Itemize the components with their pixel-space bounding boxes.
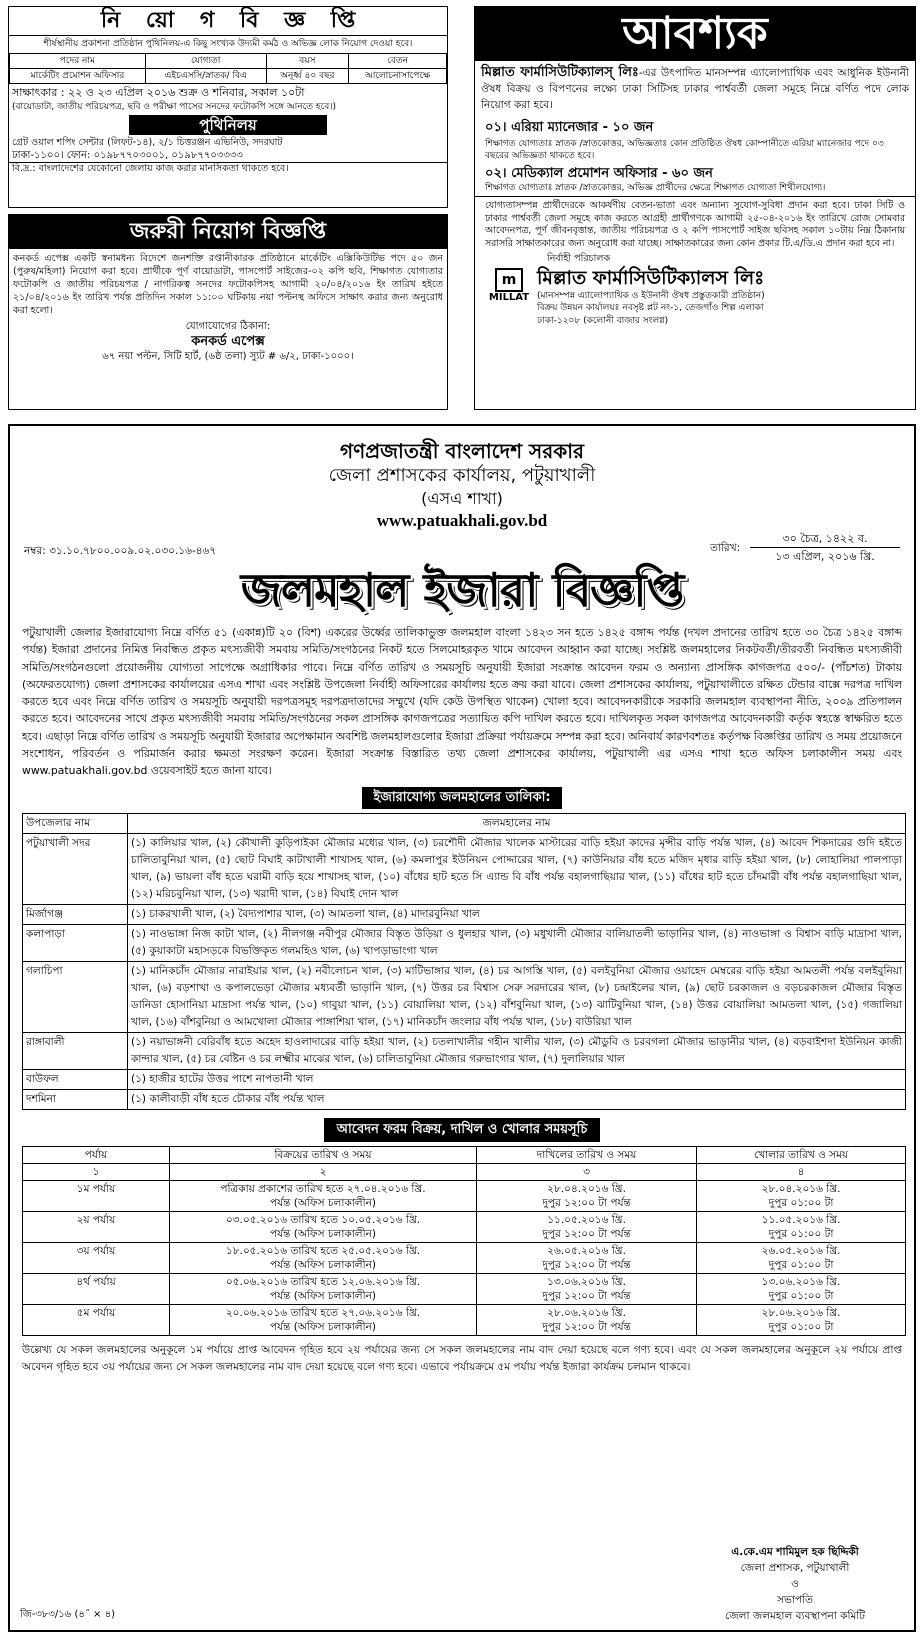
- submit-time: দুপুর ১২:০০ টা পর্যন্ত: [542, 1320, 631, 1333]
- sig-chair: সভাপতি: [777, 1594, 813, 1606]
- millat-logo-icon: m: [495, 268, 523, 292]
- sig-committee: জেলা জলমহাল ব্যবস্থাপনা কমিটি: [724, 1610, 866, 1622]
- sale-line2: পর্যন্ত (অফিস চলাকালীন): [269, 1289, 376, 1302]
- notice-jalmahal: [8, 424, 916, 1632]
- upazila-cell: বাউফল: [23, 1069, 128, 1089]
- sched-th-phase: পর্যায়: [23, 1146, 170, 1163]
- open-time: দুপুর ০১:০০ টা: [768, 1227, 834, 1240]
- notice-date2: ১৩ এপ্রিল, ২০১৬ খ্রি.: [775, 550, 875, 563]
- jalmahal-cell: (১) নয়াভাঙ্গনী বেরিবাঁধ হতে অহেদ হাওলাদারের বাড়ি হইয়া খাল, (২) চতলাখালীর গহীন খালীর খাল, (৩) মৌডুবি ও চরবগলা মৌজার ভাড়ানীর খাল, (৪) বড়বাইশদা ইউনিয়ন কাজী কান্দার খাল, (৫) চর বেষ্টিন ও চর লক্ষ্মীর মাঝের খাল, (৬) চালিতাবুনিয়া মৌজার গরুভাংগার খাল, (৭) দুলালিয়ার খাল: [128, 1032, 906, 1069]
- table-row: [23, 1089, 906, 1109]
- table-row: [23, 1211, 906, 1242]
- open-date: ১৩.০৬.২০১৬ খ্রি.: [761, 1275, 841, 1288]
- ad3-post2: ০২। মেডিক্যাল প্রমোশন অফিসার - ৬০ জন: [485, 166, 713, 181]
- sched-num: ২: [170, 1163, 477, 1180]
- notice-date-label: তারিখ:: [710, 542, 741, 554]
- submit-date: ২৮.০৪.২০১৬ খ্রি.: [547, 1182, 626, 1195]
- schedule-table: [22, 1146, 906, 1336]
- open-time: দুপুর ০১:০০ টা: [768, 1320, 834, 1333]
- ad3-addr1: বিক্রয় উন্নয়ন কার্যালয়ঃ নবসৃষ্ট প্লট নং-১, তেজগাঁও শিল্প এলাকা: [537, 303, 764, 313]
- jalmahal-cell: (১) মানিকচাঁদ মৌজার নারাইয়ার খাল, (২) নবীলোচন খাল, (৩) মাটিভাঙ্গার খাল, (৪) চর আগস্তি খাল, (৫) বলইবুনিয়া মৌজার ওয়াহেদ মেম্বরের বাড়ি হইয়া আমতলী পর্যন্ত বলইবুনিয়া খাল, (৬) বড়শাখা ও কপালভেড়া মৌজার মধ্যবর্তী ভাড়ানি খাল, (৭) উত্তর চর বিশ্বাস সেরু সরদারের খাল, (৮) চন্দ্রাইলের খাল, (৯) ছোট চরকাজল ও বড়চরকাজল মৌজার বিস্তৃত ডানিডা হোসানিয়া মাদ্রাসা পর্যন্ত খাল, (১০) গাবুয়া খাল, (১১) বোয়ালিয়া খাল, (১২) বাঁশবুনিয়া খাল, (১৩) ঝাটিবুনিয়া খাল, (১৪) উত্তর বোয়ালিয়া আমতলা খাল, (১৫) গজালিয়া খাল, (১৬) বাঁশবুনিয়া ও আমখোলা মৌজার পাঙ্গাশিয়া খাল, (১৭) মানিকচাঁদ জংলার বাঁধ পর্যন্ত খাল, (১৮) বাউরিয়া খাল: [128, 961, 906, 1032]
- submit-date: ২৬.০৫.২০১৬ খ্রি.: [547, 1244, 626, 1257]
- list-th-name: জলমহালের নাম: [128, 813, 906, 833]
- ad1-company: পুথিনিলয়: [129, 115, 327, 135]
- ad3-post1: ০১। এরিয়া ম্যানেজার - ১০ জন: [485, 120, 654, 135]
- notice-office: জেলা প্রশাসকের কার্যালয়, পটুয়াখালী: [328, 465, 596, 486]
- table-row: [23, 833, 906, 904]
- submit-time: দুপুর ১২:০০ টা পর্যন্ত: [542, 1227, 631, 1240]
- ad3-signer: নির্বাহী পরিচালক: [547, 253, 611, 264]
- table-row: [23, 1242, 906, 1273]
- sale-cell: [170, 1180, 477, 1211]
- open-date: ২৬.০৫.২০১৬ খ্রি.: [761, 1244, 841, 1257]
- sched-th-submit: দাখিলের তারিখ ও সময়: [477, 1146, 697, 1163]
- jalmahal-table: [22, 813, 906, 1110]
- notice-date1: ৩০ চৈত্র, ১৪২২ ব.: [750, 530, 900, 548]
- sale-line1: ১৮.০৫.২০১৬ তারিখ হতে ২৫.০৫.২০১৬ খ্রি.: [225, 1244, 421, 1257]
- ad-millat: [474, 6, 916, 410]
- open-cell: [697, 1180, 906, 1211]
- sale-line2: পর্যন্ত (অফিস চলাকালীন): [269, 1320, 376, 1333]
- sig-title: জেলা প্রশাসক, পটুয়াখালী: [740, 1562, 850, 1574]
- ad1-intro: শীর্ষস্থানীয় প্রকাশনা প্রতিষ্ঠান পুথিনিলয়-এ কিছু সংখ্যক উদ্যমী কর্মঠ ও অভিজ্ঞ লোক নিয়োগ দেওয়া হবে।: [43, 39, 413, 49]
- table-row: [23, 1032, 906, 1069]
- millat-logo-text: MILLAT: [488, 291, 530, 303]
- sched-num: ১: [23, 1163, 170, 1180]
- ad3-intro-company: মিল্লাত ফার্মাসিউটিক্যালস্ লিঃ: [481, 65, 639, 80]
- sale-line2: পর্যন্ত (অফিস চলাকালীন): [269, 1258, 376, 1271]
- open-time: দুপুর ০১:০০ টা: [768, 1196, 834, 1209]
- sale-cell: [170, 1242, 477, 1273]
- notice-footer: উল্লেখ্য যে সকল জলমহালের অনুকূলে ১ম পর্যায়ে প্রাপ্ত আবেদন গৃহিত হবে ২য় পর্যায়ের জন্য সে সকল জলমহালের নাম বাদ দেয়া হয়েছে বলে গণ্য হবে। এবং যে সকল জলমহালের অনুকূলে ২য় পর্যায়ে প্রাপ্ত অবেদন গৃহিত হবে ৩য় পর্যায়ের জন্য সে সকল জলমহালের নাম বাদ দেয়া হয়েছে বলে গণ্য হবে। এভাবে পর্যায়ক্রমে ৫ম পর্যায় পর্যন্ত ইজারা কার্যক্রম চলমান থাকবে।: [22, 1343, 902, 1373]
- jalmahal-cell: (১) কালীবাড়ী বাঁধ হতে চৌকার বাঁধ পর্যন্ত খাল: [128, 1089, 906, 1109]
- ad1-address2: ঢাকা-১১০০। ফোন: ০১৯৮৭৭০৩০০১, ০১৯৮৭৭০৩৩৩৩: [12, 149, 243, 161]
- submit-time: দুপুর ১২:০০ টা পর্যন্ত: [542, 1196, 631, 1209]
- ad3-intro: -এর উৎপাদিত মানসম্পন্ন এ্যালোপ্যাথিক এবং আধুনিক ইউনানী ঔষধ বিক্রয় ও বিপণনের লক্ষ্যে ঢাকা সিটিসহ ঢাকার পার্শ্ববর্তী জেলা সমূহে নিম্নে বর্ণিত পদে লোক নিয়োগ করা হবে।: [481, 67, 909, 111]
- ad3-title: আবশ্যক: [475, 7, 915, 61]
- ad3-intro-block: [475, 61, 915, 117]
- ad1-td-salary: আলোচনাসাপেক্ষে: [349, 68, 447, 83]
- table-row: [23, 904, 906, 924]
- sched-th-sale: বিক্রয়ের তারিখ ও সময়: [170, 1146, 477, 1163]
- ad-puthiniloy: [8, 6, 448, 208]
- open-time: দুপুর ০১:০০ টা: [768, 1289, 834, 1302]
- ad3-body: যোগ্যতাসম্পন্ন প্রার্থীদেরকে আকর্ষণীয় বেতন-ভাতা এবং অন্যান্য সুযোগ-সুবিধা প্রদান করা হবে। ঢাকা সিটি ও ঢাকার পার্শ্ববর্তী জেলা সমূহে কাজ করতে আগ্রহী প্রার্থীগণকে আগামী ২৫-০৪-২০১৬ ইং তারিখে রোজ সোমবার আবেদনপত্র, পূর্ণ জীবনবৃত্তান্ত, জাতীয় পরিচয়পত্র ও ২ কপি পাসপোর্ট সাইজ ছবিসহ সকাল ১০টায় নিম্ন ঠিকানায় সরাসরি সাক্ষাতকারের জন্য অনুরোধ করা যাচ্ছে। সাক্ষাতকারের জন্য কোন প্রকার টি.এ/ডি.এ প্রদান করা হবে না।: [485, 200, 905, 249]
- open-cell: [697, 1242, 906, 1273]
- upazila-cell: মির্জাগঞ্জ: [23, 904, 128, 924]
- ad2-address: ৬৭ নয়া পল্টন, সিটি হার্ট, (৬ষ্ঠ তলা) স্যুট # ৬/২, ঢাকা-১০০০।: [102, 351, 354, 362]
- notice-branch: (এসএ শাখা): [421, 489, 503, 508]
- submit-cell: [477, 1304, 697, 1335]
- ad2-company: কনকর্ড এপেক্স: [191, 334, 265, 349]
- sched-num: ৩: [477, 1163, 697, 1180]
- open-date: ২৮.০৬.২০১৬ খ্রি.: [761, 1306, 841, 1319]
- submit-time: দুপুর ১২:০০ টা পর্যন্ত: [542, 1258, 631, 1271]
- table-row: [23, 924, 906, 961]
- upazila-cell: রাঙ্গাবালী: [23, 1032, 128, 1069]
- sale-line2: পর্যন্ত (অফিস চলাকালীন): [269, 1227, 376, 1240]
- ad1-docs: (বায়োডাটা, জাতীয় পরিচয়পত্র, ছবি ও পরীক্ষা পাসের সনদের ফটোকপি সঙ্গে আনতে হবে।): [12, 101, 336, 112]
- submit-cell: [477, 1211, 697, 1242]
- upazila-cell: কলাপাড়া: [23, 924, 128, 961]
- ad1-th-salary: বেতন: [349, 53, 447, 68]
- ad1-td-qual: এইচএসসি/স্নাতক/ বিএ: [145, 68, 266, 83]
- millat-logo: [481, 266, 537, 303]
- jalmahal-cell: (১) চাকরখালী খাল, (২) বৈদ্যপাশার খাল, (৩) আমতলা খাল, (৪) মাদারবুনিয়া খাল: [128, 904, 906, 924]
- submit-cell: [477, 1242, 697, 1273]
- sig-and: ও: [791, 1578, 799, 1590]
- ad1-table: [9, 53, 447, 84]
- submit-cell: [477, 1180, 697, 1211]
- notice-memo: নম্বর: ৩১.১০.৭৮০০.০০৯.০২.০৩০.১৬-৪৬৭: [24, 545, 217, 557]
- submit-date: ২৮.০৬.২০১৬ খ্রি.: [547, 1306, 626, 1319]
- notice-date-box: [750, 530, 900, 565]
- sale-line1: ০৫.০৬.২০১৬ তারিখ হতে ১২.০৬.২০১৬ খ্রি.: [225, 1275, 421, 1288]
- open-cell: [697, 1273, 906, 1304]
- ad1-address1: গ্রেট ওয়াল শপিং সেন্টার (লিফট-১৪), ২/১ চিত্তরঞ্জন এভিনিউ, সদরঘাট: [12, 137, 283, 148]
- signature-block: [690, 1544, 900, 1624]
- table-row: [23, 1304, 906, 1335]
- ad-concord-apex: [8, 214, 448, 410]
- phase-cell: ১ম পর্যায়: [23, 1180, 170, 1211]
- jalmahal-cell: (১) নাওভাঙ্গা নিজ কাটা খাল, (২) নীলগঞ্জ নবীপুর মৌজার বিস্তৃত উড়িয়া ও ধুলহার খাল, (৩) মধুখালী মৌজার বালিয়াতলী ভাড়ানির খাল, (৪) নাওভাঙ্গা ও বিশ্বাস বাড়ি মাদ্রাসা খাল, (৫) কুয়াকাটা মহাসড়কে বিভক্তিকৃত গলমহিও খাল, (৬) খাপড়াভাংগা খাল: [128, 924, 906, 961]
- list-title-wrap: [10, 786, 914, 809]
- list-title: ইজারাযোগ্য জলমহালের তালিকা:: [362, 787, 561, 809]
- open-date: ১১.০৫.২০১৬ খ্রি.: [761, 1213, 841, 1226]
- upazila-cell: গলাচিপা: [23, 961, 128, 1032]
- sale-cell: [170, 1304, 477, 1335]
- table-row: [23, 1273, 906, 1304]
- ad1-title: নি য়ো গ বি জ্ঞ প্তি: [9, 7, 447, 36]
- sale-cell: [170, 1211, 477, 1242]
- sale-line1: ২০.০৬.২০১৬ তারিখ হতে ২৭.০৬.২০১৬ খ্রি.: [225, 1306, 421, 1319]
- sched-title: আবেদন ফরম বিক্রয়, দাখিল ও খোলার সময়সূচি: [324, 1118, 601, 1142]
- table-row: [23, 961, 906, 1032]
- ad1-th-age: বয়স: [266, 53, 349, 68]
- ad1-interview: সাক্ষাৎকার : ২২ ও ২৩ এপ্রিল ২০১৬ শুক্র ও শনিবার, সকাল ১০টা: [12, 85, 305, 99]
- phase-cell: ৪র্থ পর্যায়: [23, 1273, 170, 1304]
- ad3-post2-desc: শিক্ষাগত যোগ্যতাঃ স্নাতক /স্নাতকোত্তর, অভিজ্ঞ প্রার্থীদের ক্ষেত্রে শিক্ষাগত যোগ্যতা শিথীলযোগ্য।: [475, 182, 915, 197]
- phase-cell: ৫ম পর্যায়: [23, 1304, 170, 1335]
- open-cell: [697, 1304, 906, 1335]
- ad2-contact-label: যোগাযোগের ঠিকানা:: [185, 321, 271, 332]
- notice-title: জলমহাল ইজারা বিজ্ঞপ্তি: [240, 563, 684, 617]
- table-row: [23, 1180, 906, 1211]
- ad3-tagline: (মানসম্পন্ন এ্যালোপ্যাথিক ও ইউনানী ঔষধ প্রস্তুতকারী প্রতিষ্ঠান): [537, 290, 765, 301]
- ad2-title: জরুরী নিয়োগ বিজ্ঞপ্তি: [9, 215, 447, 249]
- sched-num: ৪: [697, 1163, 906, 1180]
- sale-line2: পর্যন্ত (অফিস চলাকালীন): [269, 1196, 376, 1209]
- ad3-addr2: ঢাকা-১২০৮ (কলোনী বাজার সংলগ্ন): [537, 315, 669, 326]
- list-th-upazila: উপজেলার নাম: [23, 813, 128, 833]
- ad1-td-age: অনূর্ধ্ব ৪০ বছর: [266, 68, 349, 83]
- ad1-td-post: মার্কেটিং প্রমোশন অফিসার: [10, 68, 146, 83]
- ad3-company-block: [537, 266, 765, 328]
- phase-cell: ৩য় পর্যায়: [23, 1242, 170, 1273]
- open-cell: [697, 1211, 906, 1242]
- submit-time: দুপুর ১২:০০ টা পর্যন্ত: [542, 1289, 631, 1302]
- notice-web: www.patuakhali.gov.bd: [376, 511, 548, 530]
- ad3-post1-desc: শিক্ষাগত যোগ্যতাঃ স্নাতক /স্নাতকোত্তর, অভিজ্ঞতাঃ কোন প্রতিষ্ঠিত ঔষধ কোম্পানীতে এরিয়া ম্যানেজার পদে ০৩ বছরের অভিজ্ঞতা থাকতে হবে।: [485, 139, 884, 161]
- notice-ref: জি-৩৮৩/১৬ (৪˝ × ৪): [20, 1609, 115, 1620]
- submit-date: ১৩.০৬.২০১৬ খ্রি.: [547, 1275, 626, 1288]
- jalmahal-cell: (১) হাজীর হাটের উত্তর পাশে নাপতানী খাল: [128, 1069, 906, 1089]
- ad3-footer: [475, 266, 915, 328]
- ad1-th-post: পদের নাম: [10, 53, 146, 68]
- ad1-th-qual: যোগ্যতা: [145, 53, 266, 68]
- jalmahal-cell: (১) কালিয়ার খাল, (২) কৌখালী কুড়িপাইকা মৌজার মধ্যের খাল, (৩) চরশৌদী মৌজার খালেক মাস্টারের বাড়ি হইয়া কাদের মৃন্সীর বাড়ি পর্যন্ত খাল, (৪) আবেদ শিকদারের গুদি হইতে চালিতাবুনিয়া খাল, (৫) ছোট বিঘাই কাটাখালী শাখাসহ খাল, (৬) কমলাপুর ইউনিয়ন পোদ্দারের খাল, (৭) কাউনিয়ার বাঁধ হতে মজিদ মৃধার বাড়ি হইয়া খাল, (৮) লোহালিয়া পালপাড়া খাল, (৯) ভায়লা বাঁধ হতে ঘরামী বাড়ি হয়ে শাখাসহ খাল, (১০) বাঁধের হাট হতে সি এ্যান্ড বি বাঁধ পর্যন্ত বহালগাছিয়ার খাল, (১১) বাঁধের হাট হতে চাঁদমারী বাঁধ পর্যন্ত বহালগাছিয়া খাল, (১২) মরিচবুনিয়া খাল, (১৩) খরাদী খাল, (১৪) বিঘাই দোন খাল: [128, 833, 906, 904]
- table-row: [23, 1069, 906, 1089]
- ad1-note: বি.দ্র.: বাংলাদেশের যেকোনো জেলায় কাজ করার মানসিকতা থাকতে হবে।: [9, 162, 447, 176]
- phase-cell: ২য় পর্যায়: [23, 1211, 170, 1242]
- submit-date: ১১.০৫.২০১৬ খ্রি.: [547, 1213, 626, 1226]
- sched-title-wrap: [10, 1118, 914, 1142]
- ad3-company: মিল্লাত ফার্মাসিউটিক্যালস লিঃ: [537, 266, 765, 289]
- sig-name: এ.কে.এম শামিমুল হক ছিদ্দিকী: [731, 1546, 859, 1558]
- submit-cell: [477, 1273, 697, 1304]
- notice-body: পটুয়াখালী জেলার ইজারাযোগ্য নিম্নে বর্ণিত ৫১ (একান্ন)টি ২০ (বিশ) একরের উর্ধ্বের তালিকাভুক্ত জলমহাল বাংলা ১৪২৩ সন হতে ১৪২৫ বঙ্গাব্দ পর্যন্ত (দখল প্রদানের তারিখ হতে ৩০ চৈত্র ১৪২৫ বঙ্গাব্দ পর্যন্ত) ইজারা প্রদানের নিমিত্ত নিবন্ধিত প্রকৃত মৎস্যজীবী সমবায় সমিতি/সংগঠনের নিকট হতে সিলমোহরকৃত খামে আবেদন আহ্বান করা যাচ্ছে। সংশ্লিষ্ট জলমহালের নিকটবর্তী/তীরবর্তী নিবন্ধিত মৎস্যজীবী সমিতি/সংগঠনগুলো প্রয়োজনীয় যোগ্যতা সাপেক্ষে অগ্রাধিকার পাবে। নিম্নে বর্ণিত তারিখ ও সময়সূচি অনুযায়ী ইজারা সংক্রান্ত আবেদন ফরম ও অন্যান্য প্রাসঙ্গিক কাগজপত্র ৫০০/- (পাঁচশত) টাকায় (অফেরতযোগ্য) জেলা প্রশাসকের কার্যালয়ের এসএ শাখা এবং সংশ্লিষ্ট উপজেলা নির্বাহী অফিসারের কার্যালয় হতে ক্রয় করা যাবে। জেলা প্রশাসকের কার্যালয়, পটুয়াখালীতে রক্ষিত টেন্ডার বাক্সে দরপত্র দাখিল করতে হবে এবং নিম্নে বর্ণিত তারিখ ও সময়সূচি অনুযায়ী দরপত্রসমূহ দরপত্রদাতাদের সম্মুখে (যদি কেউ উপস্থিত থাকেন) খোলা হবে। আবেদনকারীকে সরকারি জলমহাল ব্যবস্থাপনা নীতি, ২০০৯ প্রতিপালন করতে হবে। আবেদনের সাথে প্রকৃত মৎস্যজীবী সমবায় সমিতি/সংগঠনের সকল প্রাসঙ্গিক কাগজপত্রের সত্যায়িত কপি দাখিল করতে হবে। দাখিলকৃত সকল কাগজপত্র আবেদনকারী কর্তৃক স্বহস্তে স্বাক্ষরিত হতে হবে। এছাড়া নিম্নে বর্ণিত তারিখ ও সময়সূচি অনুযায়ী ইজারার অপেক্ষামান অবশিষ্ট জলমহালগুলোর ইজারা প্রক্রিয়া পর্যায়ক্রমে সম্পন্ন করা হবে। অনিবার্য কারণবশতঃ কর্তৃপক্ষ বিজ্ঞপ্তির তারিখ ও সময় প্রয়োজনে সংশোধন, পরিবর্তন ও পরিমার্জন করার ক্ষমতা সংরক্ষণ করেন। ইজারা সংক্রান্ত বিস্তারিত তথ্য জেলা প্রশাসকের কার্যালয়, পটুয়াখালী এর এসএ শাখা হতে অফিস চলাকালীন সময় এবং www.patuakhali.gov.bd ওয়েবসাইট হতে জানা যাবে।: [22, 626, 902, 778]
- upazila-cell: পটুয়াখালী সদর: [23, 833, 128, 904]
- sale-line1: ০৩.০৫.২০১৬ তারিখ হতে ১০.০৫.২০১৬ খ্রি.: [225, 1213, 421, 1226]
- ad2-body: কনকর্ড এপেক্স একটি স্বনামধন্য বিদেশে জনশক্তি রপ্তানীকারক প্রতিষ্ঠানে মার্কেটিং এক্সিকিউটিভ পদে ৫০ জন (পুরুষ/মহিলা) নিয়োগ করা হবে। প্রার্থীকে পূর্ণ বায়োডাটা, পাসপোর্ট সাইজের-০২ কপি ছবি, শিক্ষাগত যোগ্যতার ফটোকপি ও জাতীয় পরিচয়পত্র / নাগরিকত্ব সনদের ফটোকপিসহ আগামী ২০/০৪/২০১৬ ইং তারিখ হইতে ২১/০৪/২০১৬ ইং তারিখ পর্যন্ত প্রতিদিন সকাল ১১:০০ ঘটিকায় নয়া পল্টনস্থ অফিসে সাক্ষাৎ করার জন্য অনুরোধ করা হলো।: [13, 253, 443, 316]
- notice-gov: গণপ্রজাতন্ত্রী বাংলাদেশ সরকার: [340, 439, 584, 463]
- sale-cell: [170, 1273, 477, 1304]
- open-date: ২৮.০৪.২০১৬ খ্রি.: [761, 1182, 841, 1195]
- upazila-cell: দশমিনা: [23, 1089, 128, 1109]
- open-time: দুপুর ০১:০০ টা: [768, 1258, 834, 1271]
- sched-th-open: খোলার তারিখ ও সময়: [697, 1146, 906, 1163]
- sale-line1: পত্রিকায় প্রকাশের তারিখ হতে ২৭.০৪.২০১৬ খ্রি.: [220, 1182, 426, 1195]
